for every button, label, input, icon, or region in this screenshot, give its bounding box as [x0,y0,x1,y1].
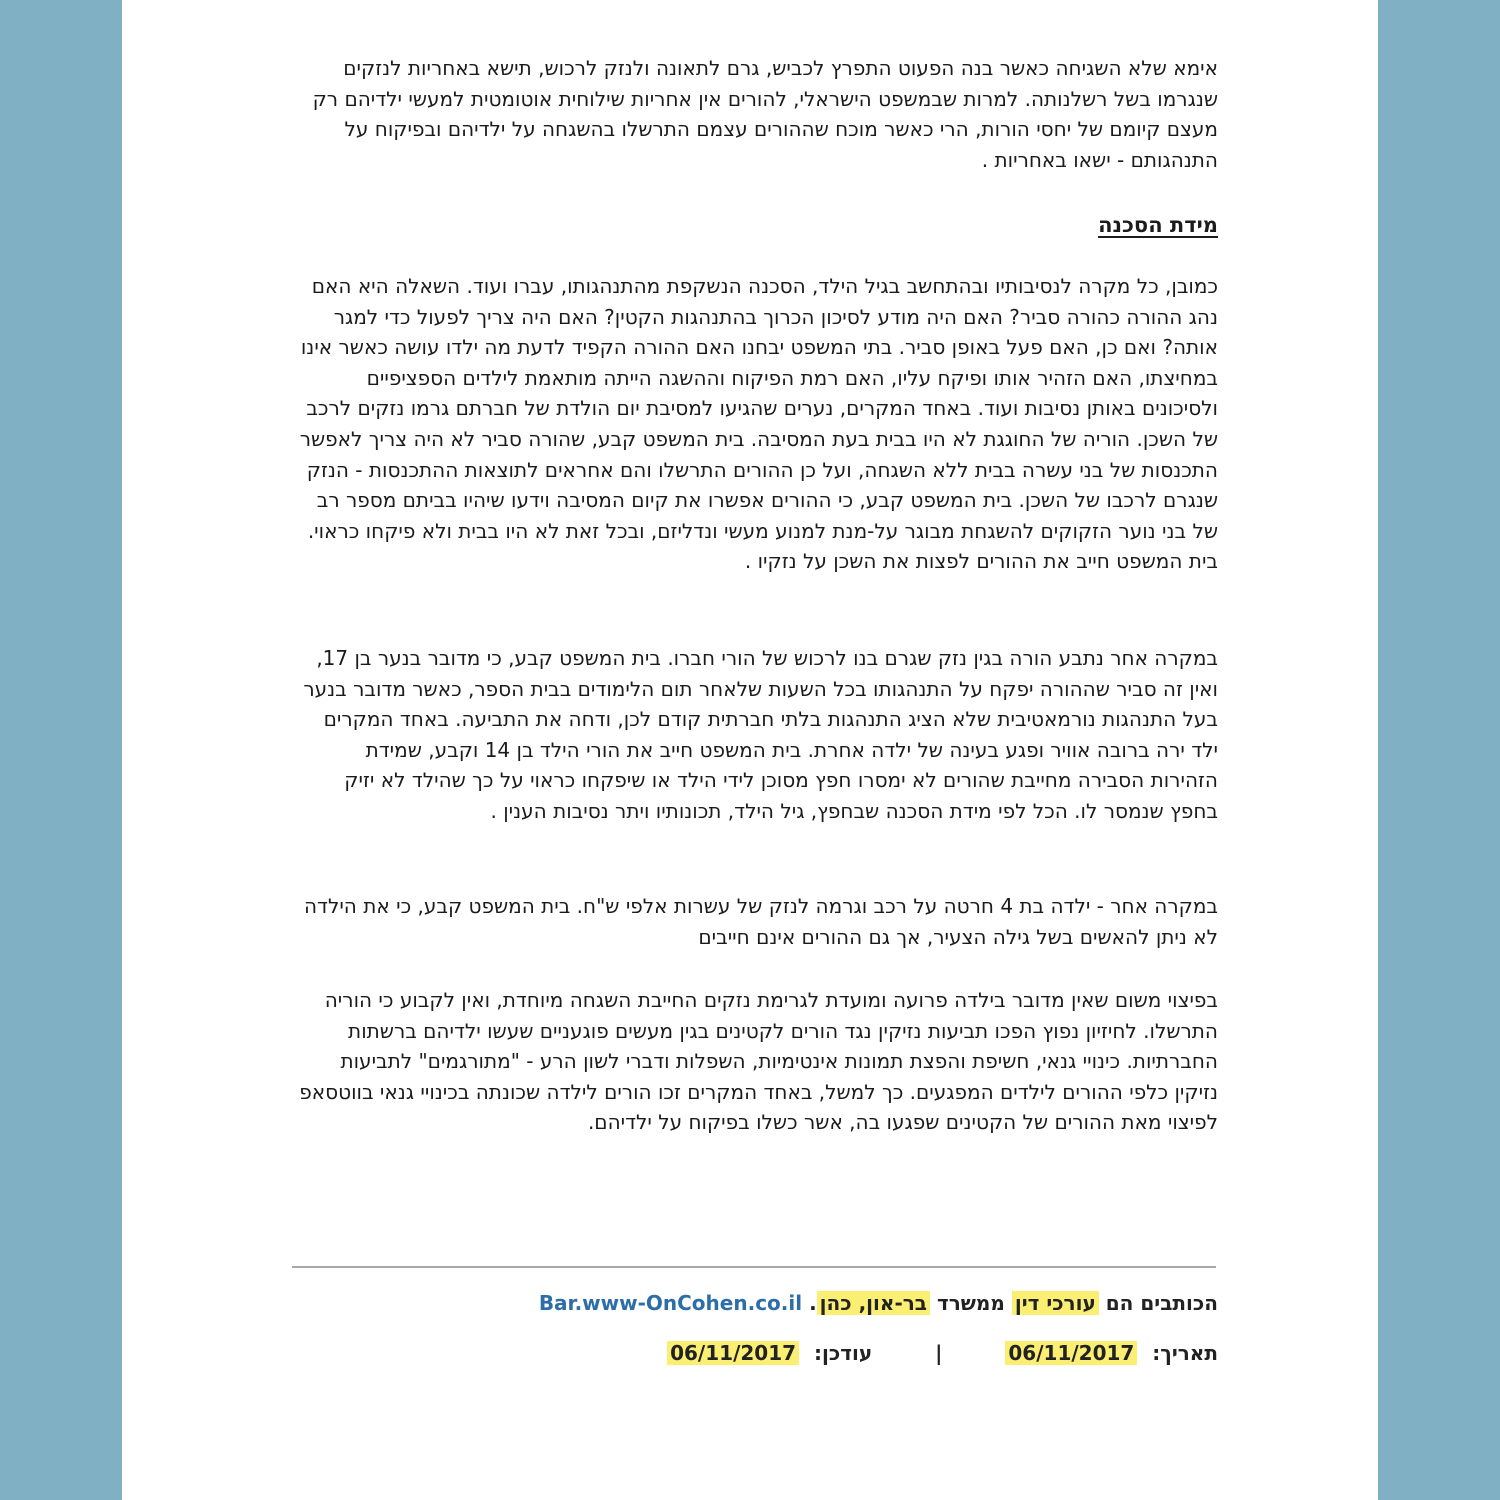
footer-divider [292,1266,1216,1268]
date-label: תאריך: [1152,1341,1218,1365]
updated-value: 06/11/2017 [667,1341,799,1365]
section-heading: מידת הסכנה [1098,213,1218,237]
dates-line [292,1341,1218,1365]
paragraph-text: בפיצוי משום שאין מדובר בילדה פרועה ומועדת לגרימת נזקים החייבת השגחה מיוחדת, ואין לקבוע כי הוריה התרשלו. לחיזיון נפוץ הפכו תביעות נזיקין נגד הורים לקטינים בגין מעשים פוגעניים שעשו ילדיהם ברשתות החברתיות. כינויי גנאי, חשיפת והפצת תמונות אינטימיות, השפלות ודברי לשון הרע - "מתורגמים" לתביעות נזיקין כלפי ההורים לילדים המפגעים. כך למשל, באחד המקרים זכו הורים לילדה שכונתה בכינויי גנאי בווטסאפ לפיצוי מאת ההורים של הקטינים שפגעו בה, אשר כשלו בפיקוח על ילדיהם. [299,988,1218,1135]
authors-highlight-firm: בר-און, כהן [817,1291,930,1315]
authors-prefix: הכותבים הם [1105,1291,1218,1315]
document-page [122,0,1378,1500]
paragraph-text: כמובן, כל מקרה לנסיבותיו ובהתחשב בגיל הילד, הסכנה הנשקפת מהתנהגותו, עברו ועוד. השאלה היא האם נהג ההורה כהורה סביר? האם היה מודע לסיכון הכרוך בהתנהגות הקטין? האם היה צריך לפעול כדי למגר אותה? ואם כן, האם פעל באופן סביר. בתי המשפט יבחנו האם ההורה הקפיד לדעת מה ילדו עושה כאשר אינו במחיצתו, האם הזהיר אותו ופיקח עליו, האם רמת הפיקוח וההשגה הייתה מותאמת לילדים הספציפיים ולסיכונים באותן נסיבות ועוד. באחד המקרים, נערים שהגיעו למסיבת יום הולדת של חברתם גרמו נזקים לרכב של השכן. הוריה של החוגגת לא היו בבית בעת המסיבה. בית המשפט קבע, שהורה סביר לא היה צריך לאפשר התכנסות של בני עשרה בבית ללא השגחה, ועל כן ההורים התרשלו והם אחראים לתוצאות ההתכנסות - הנזק שנגרם לרכבו של השכן. בית המשפט קבע, כי ההורים אפשרו את קיום המסיבה וידעו שיהיו בביתם מספר רב של בני נוער הזקוקים להשגחת מבוגר על-מנת למנוע מעשי ונדליזם, ובכל זאת לא היו בבית ולא פיקחו כראוי. בית המשפט חייב את ההורים לפצות את השכן על נזקיו . [299,274,1218,574]
website-link[interactable]: Bar.www-OnCohen.co.il [538,1291,803,1315]
paragraph-text: אימא שלא השגיחה כאשר בנה הפעוט התפרץ לכביש, גרם לתאונה ולנזק לרכוש, תישא באחריות לנזקים שנגרמו בשל רשלנותה. למרות שבמשפט הישראלי, להורים אין אחריות שילוחית אוטומטית למעשי ילדיהם רק מעצם קיומם של יחסי הורות, הרי כאשר מוכח שההורים עצמם התרשלו בהשגחה על ילדיהם ובפיקוח על התנהגותם - ישאו באחריות . [312,56,1218,172]
paragraph-compensation [292,985,1218,1138]
authors-dot: . [809,1291,817,1315]
paragraph-text: במקרה אחר - ילדה בת 4 חרטה על רכב וגרמה לנזק של עשרות אלפי ש"ח. בית המשפט קבע, כי את הילדה לא ניתן להאשים בשל גילה הצעיר, אך גם ההורים אינם חייבים [303,894,1218,949]
paragraph-danger-level [292,271,1218,577]
authors-mid: ממשרד [936,1291,1005,1315]
paragraph-text: במקרה אחר נתבע הורה בגין נזק שגרם בנו לרכוש של הורי חברו. בית המשפט קבע, כי מדובר בנער בן 17, ואין זה סביר שההורה יפקח על התנהגותו בכל השעות שלאחר תום הלימודים בבית הספר, כאשר מדובר בנער בעל התנהגות נורמאטיבית שלא הציג התנהגות בלתי חברתית קודם לכן, ודחה את התביעה. באחד המקרים ילד ירה ברובה אוויר ופגע בעינה של ילדה אחרת. בית המשפט חייב את הורי הילד בן 14 וקבע, שמידת הזהירות הסבירה מחייבת שהורים לא ימסרו חפץ מסוכן לידי הילד או שיפקחו כראוי על כך שהילד לא יזיק בחפץ שנמסר לו. הכל לפי מידת הסכנה שבחפץ, גיל הילד, תכונותיו ויתר נסיבות הענין . [303,646,1218,823]
updated-label: עודכן: [814,1341,873,1365]
date-separator: | [935,1341,943,1365]
paragraph-parental-responsibility [292,53,1218,175]
paragraph-other-case-child [292,891,1218,952]
paragraph-other-case-teen [292,643,1218,827]
authors-line [292,1291,1218,1315]
date-value: 06/11/2017 [1005,1341,1137,1365]
authors-highlight-lawyers: עורכי דין [1012,1291,1099,1315]
section-heading-container [292,210,1218,240]
